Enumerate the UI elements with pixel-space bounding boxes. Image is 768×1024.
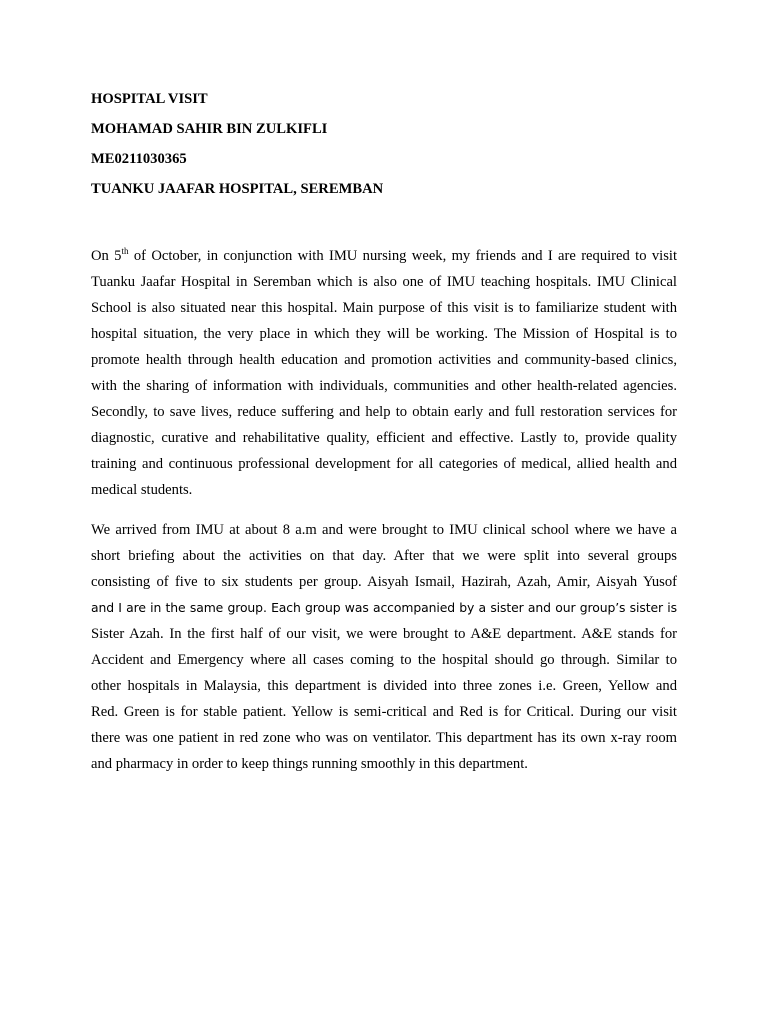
paragraph-line: School is also situated near this hospital. Main purpose of this visit is to familiarize student with: [91, 300, 677, 316]
document-title: HOSPITAL VISIT: [91, 91, 208, 107]
paragraph-line: Sister Azah. In the first half of our visit, we were brought to A&E department. A&E stands for: [91, 626, 677, 642]
paragraph-line: training and continuous professional development for all categories of medical, allied health and: [91, 456, 677, 472]
paragraph-line: Accident and Emergency where all cases coming to the hospital should go through. Similar to: [91, 652, 677, 668]
paragraph-line: consisting of five to six students per group. Aisyah Ismail, Hazirah, Azah, Amir, Aisyah Yusof: [91, 574, 677, 590]
paragraph-line: short briefing about the activities on that day. After that we were split into several groups: [91, 548, 677, 564]
student-id: ME0211030365: [91, 151, 187, 167]
student-name: MOHAMAD SAHIR BIN ZULKIFLI: [91, 121, 328, 137]
paragraph-line: other hospitals in Malaysia, this department is divided into three zones i.e. Green, Yellow and: [91, 678, 677, 694]
paragraph-line: Secondly, to save lives, reduce suffering and help to obtain early and full restoration services for: [91, 404, 677, 420]
line-text: of October, in conjunction with IMU nursing week, my friends and I are required to visit: [128, 248, 677, 264]
paragraph-line: there was one patient in red zone who was on ventilator. This department has its own x-ray room: [91, 730, 677, 746]
paragraph-line: and I are in the same group. Each group was accompanied by a sister and our group’s sister is: [91, 600, 677, 615]
paragraph-line: and pharmacy in order to keep things running smoothly in this department.: [91, 756, 528, 772]
paragraph-line: medical students.: [91, 482, 193, 498]
ordinal-suffix: th: [121, 246, 129, 257]
paragraph-line: with the sharing of information with individuals, communities and other health-related agencies.: [91, 378, 677, 394]
paragraph-line: hospital situation, the very place in which they will be working. The Mission of Hospital is to: [91, 326, 677, 342]
date-day: On 5: [91, 248, 122, 264]
paragraph-line: diagnostic, curative and rehabilitative quality, efficient and effective. Lastly to, provide quality: [91, 430, 677, 446]
paragraph-line: promote health through health education and promotion activities and community-based clinics,: [91, 352, 677, 368]
paragraph-visit: [91, 517, 677, 777]
hospital-name: TUANKU JAAFAR HOSPITAL, SEREMBAN: [91, 181, 384, 197]
paragraph-intro: [91, 243, 677, 503]
paragraph-line: [91, 243, 677, 269]
paragraph-line: Tuanku Jaafar Hospital in Seremban which is also one of IMU teaching hospitals. IMU Clinical: [91, 274, 677, 290]
paragraph-line: We arrived from IMU at about 8 a.m and were brought to IMU clinical school where we have a: [91, 522, 677, 538]
paragraph-line: Red. Green is for stable patient. Yellow is semi-critical and Red is for Critical. During our visit: [91, 704, 677, 720]
